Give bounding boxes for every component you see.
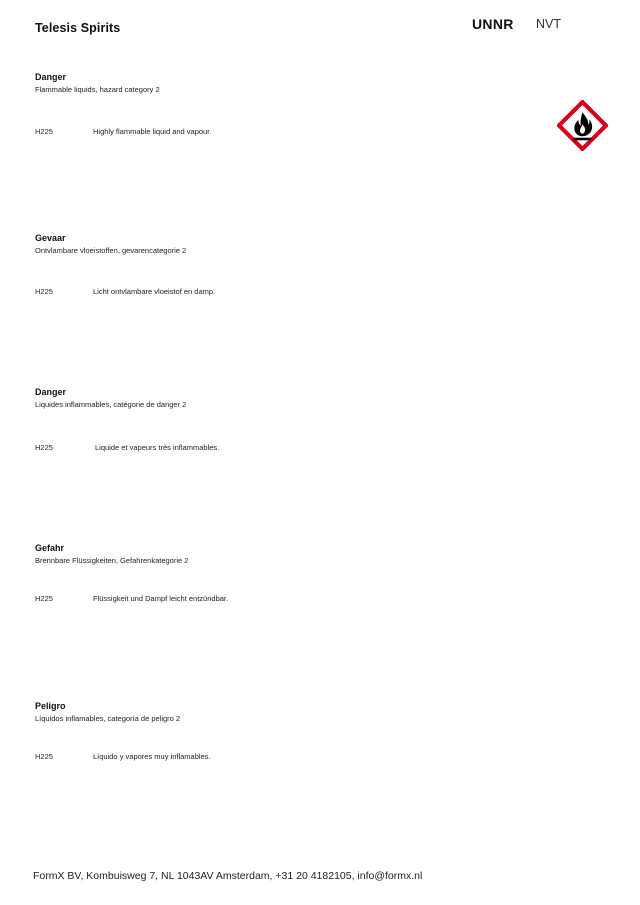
hazard-section-en — [35, 72, 555, 136]
signal-word: Danger — [35, 72, 67, 82]
hazard-section-de — [35, 543, 555, 603]
hazard-text: Liquide et vapeurs très inflammables. — [95, 443, 220, 452]
hazard-section-fr — [35, 387, 555, 452]
signal-word: Gevaar — [35, 233, 66, 243]
brand-name: Telesis Spirits — [35, 21, 121, 35]
hazard-code: H225 — [35, 443, 53, 452]
hazard-code: H225 — [35, 127, 53, 136]
hazard-code: H225 — [35, 594, 53, 603]
hazard-code: H225 — [35, 287, 53, 296]
hazard-classification: Líquidos inflamables, categoría de peligro 2 — [35, 714, 181, 723]
hazard-text: Flüssigkeit und Dampf leicht entzündbar. — [93, 594, 229, 603]
hazard-code: H225 — [35, 752, 53, 761]
hazard-classification: Ontvlambare vloeistoffen, gevarencategorie 2 — [35, 246, 187, 255]
hazard-classification: Brennbare Flüssigkeiten, Gefahrenkategorie 2 — [35, 556, 189, 565]
signal-word: Peligro — [35, 701, 66, 711]
hazard-text: Highly flammable liquid and vapour. — [93, 127, 212, 136]
flame-pictogram-icon — [557, 100, 608, 151]
signal-word: Danger — [35, 387, 67, 397]
hazard-text: Líquido y vapores muy inflamables. — [93, 752, 211, 761]
signal-word: Gefahr — [35, 543, 65, 553]
un-number-label: UNNR — [472, 16, 514, 32]
hazard-section-nl — [35, 233, 555, 296]
hazard-text: Licht ontvlambare vloeistof en damp. — [93, 287, 216, 296]
un-number-value: NVT — [536, 17, 561, 31]
footer-contact: FormX BV, Kombuisweg 7, NL 1043AV Amsterdam, +31 20 4182105, info@formx.nl — [33, 870, 423, 882]
hazard-classification: Liquides inflammables, catégorie de danger 2 — [35, 400, 187, 409]
hazard-classification: Flammable liquids, hazard category 2 — [35, 85, 160, 94]
hazard-section-es — [35, 701, 555, 761]
